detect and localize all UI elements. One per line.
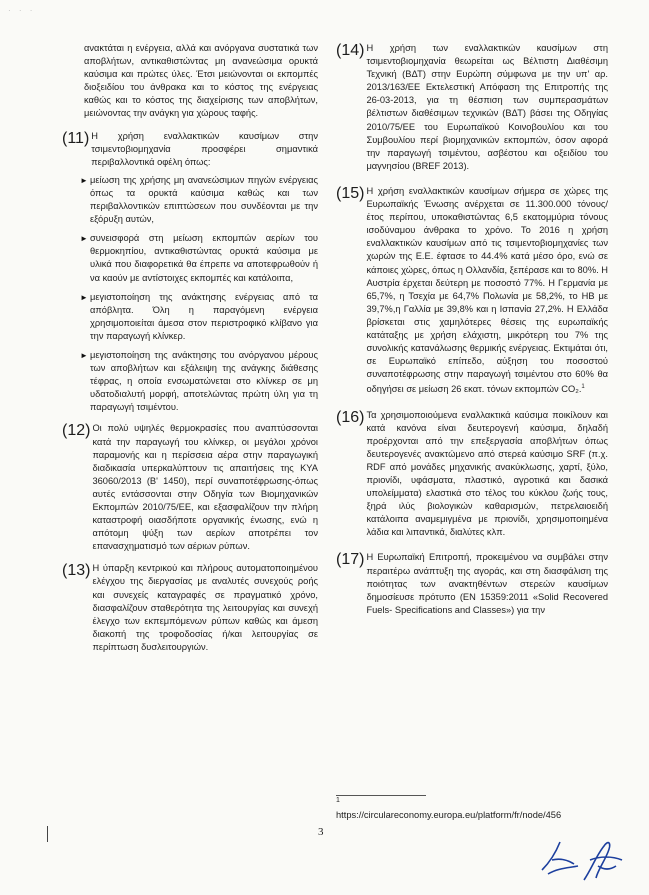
- signature-icon: [538, 830, 628, 885]
- paragraph-13: [62, 562, 318, 654]
- paragraph-text: Η χρήση εναλλακτικών καυσίμων στην τσιμεντοβιομηχανία προσφέρει σημαντικά περιβαλλοντικά οφέλη όπως:: [91, 130, 318, 167]
- paragraph-number: (14): [336, 42, 365, 59]
- paragraph-number: (13): [62, 562, 91, 580]
- paragraph-text: Οι πολύ υψηλές θερμοκρασίες που αναπτύσσονται κατά την παραγωγή του κλίνκερ, οι μεγάλοι χρόνοι παραμονής και η περίσσεια αέρα στην παραγωγική διαδικασία υπερκαλύπτουν τις απαιτήσεις της ΚΥΑ 36060/2013 (Β' 1450), περί συναποτέφρωσης-όπως αυτές εντάσσονται στην Οδηγία των Βιομηχανικών Εκπομπών 2010/75/ΕΕ, και εξασφαλίζουν την πλήρη καταστροφή οιασδήποτε οργανικής ένωσης, ενώ η απότομη ψύξη των αερίων αποτρέπει τον επανασχηματισμό των αέριων ρύπων.: [92, 423, 318, 552]
- paragraph-11: [62, 130, 318, 169]
- paragraph-number: (11): [62, 129, 90, 147]
- paragraph-text: Τα χρησιμοποιούμενα εναλλακτικά καύσιμα ποικίλουν και κατά κανόνα είναι δευτερογενή καύσιμα, δηλαδή προέρχονται από την επεξεργασία αποβλήτων όπως δευτερογενές ανακτώμενο από στερεά καύσιμο SRF (π.χ. RDF από μονάδες μηχανικής ανακύκλωσης, χαρτί, ξύλο, πριονίδι, υφάσματα, πλαστικό, αγροτικά και δασικά υπολείμματα) ελαστικά στο τέλος του κύκλου ζωής τους, ξηρά ιλύς βιολογικών καθαρισμών, πετρελαιοειδή κατάλοιπα αναμεμιγμένα με πριονίδι, χρησιμοποιημένα λάδια και λιπαντικά, διαλύτες κλπ.: [366, 409, 608, 538]
- list-item: ► συνεισφορά στη μείωση εκπομπών αερίων του θερμοκηπίου, αντικαθιστώντας ορυκτά καύσιμα με υλικά που διαφορετικά θα έπρεπε να αποτεφρωθούν ή να καούν με αντίστοιχες εκπομπές και κατάλοιπα,: [80, 233, 318, 283]
- paragraph-number: (16): [336, 408, 365, 426]
- arrow-bullet-icon: ►: [80, 234, 88, 244]
- paragraph-15: [336, 185, 608, 397]
- left-column: [62, 42, 318, 663]
- paragraph-12: [62, 422, 318, 553]
- paragraph-17: [336, 551, 608, 616]
- margin-mark: [47, 826, 48, 842]
- paragraph-number: (15): [336, 184, 365, 202]
- list-item: ► μείωση της χρήσης μη ανανεώσιμων πηγών ενέργειας όπως τα ορυκτά καύσιμα καθώς και των περιβαλλοντικών επιπτώσεων που συνδέονται με την εξόρυξη αυτών,: [80, 174, 318, 225]
- paragraph-text: Η χρήση των εναλλακτικών καυσίμων στη τσιμεντοβιομηχανία θεωρείται ως Βέλτιστη Διαθέσιμη Τεχνική (ΒΔΤ) στην Ευρώπη σύμφωνα με την υπ' αρ. 2013/163/ΕΕ Εκτελεστική Απόφαση της Επιτροπής της 26-03-2013, για τη θέσπιση των συμπερασμάτων βέλτιστων διαθέσιμων τεχνικών (ΒΔΤ) βάσει της Οδηγίας 2010/75/ΕΕ του Ευρωπαϊκού Κοινοβουλίου και του Συμβουλίου περί βιομηχανικών εκπομπών, όσον αφορά την παραγωγή τσιμέντου, ασβέστου και οξειδίου του μαγνησίου (BREF 2013).: [366, 43, 608, 171]
- paragraph-number: (12): [62, 422, 91, 440]
- paragraph-number: (17): [336, 551, 365, 569]
- arrow-bullet-icon: ►: [80, 175, 88, 185]
- footnote-link[interactable]: https://circulareconomy.europa.eu/platform/fr/node/456: [336, 810, 562, 820]
- footnote-ref: 1: [581, 384, 585, 391]
- arrow-bullet-icon: ►: [80, 292, 88, 302]
- benefits-list: [80, 174, 318, 415]
- footnote-number: 1: [336, 797, 340, 804]
- right-column: [336, 42, 608, 626]
- footnote-divider: [336, 795, 426, 796]
- arrow-bullet-icon: ►: [80, 350, 88, 360]
- paragraph-text: Η χρήση εναλλακτικών καυσίμων σήμερα σε χώρες της Ευρωπαϊκής Ένωσης ανέρχεται σε 11.300.000 τόνους/έτος περίπου, υποκαθιστώντας 6,5 εκατομμύρια τόνους ισοδύναμου άνθρακα το χρόνο. Το 2016 η χρήση εναλλακτικών καυσίμων από τις τσιμεντοβιομηχανίες των χωρών της Ε.Ε. έφτασε το 44.4% κατά μέσο όρο, ενώ σε κάποιες χώρες, όπως η Ολλανδία, ξεπέρασε και το 80%. Η Αυστρία έρχεται δεύτερη με ποσοστό 77%. Η Γερμανία με 65,7%, η Τσεχία με 64,7% Πολωνία με 58,2%, το ΗΒ με 39,7%,η Γαλλία με 39,8% και η Ισπανία 27,2%. Η Ελλάδα βρίσκεται στις χαμηλότερες θέσεις της ευρωπαϊκής κατάταξης με χρήση ελάχιστη, μικρότερη του 7% της συνολικής κατανάλωσης θερμικής ενέργειας. Εκτιμάται ότι, σε Ευρωπαϊκό επίπεδο, αύξηση του ποσοστού συναποτέφρωσης στην παραγωγή τσιμέντου στο 60% θα οδηγήσει σε μείωση 26 εκατ. τόνων εκπομπών CO₂.$^1$: [366, 185, 608, 395]
- paragraph-text: Η Ευρωπαϊκή Επιτροπή, προκειμένου να συμβάλει στην περαιτέρω ανάπτυξη της αγοράς, και στη διασφάλιση της ποιότητας των ανακτηθέντων στερεών καυσίμων δημοσίευσε πρότυπο (EN 15359:2011 «Solid Recovered Fuels- Specifications and Classes») για την: [366, 552, 608, 615]
- paragraph-16: [336, 409, 608, 540]
- list-item: ► μεγιστοποίηση της ανάκτησης του ανόργανου μέρους των αποβλήτων και εξάλειψη της ανάγκης διάθεσης τέφρας, η οποία ενσωματώνεται στο κλίνκερ σε μη υδατοδιαλυτή μορφή, αποτελώντας πρώτη ύλη για τη παραγωγή τσιμέντου.: [80, 349, 318, 413]
- page-number: 3: [318, 826, 324, 838]
- paragraph-14: [336, 42, 608, 173]
- list-item: ► μεγιστοποίηση της ανάκτησης ενέργειας από τα απόβλητα. Όλη η παραγόμενη ενέργεια χρησιμοποιείται άμεσα στον περιστροφικό κλίβανο για την παραγωγή κλίνκερ.: [80, 291, 318, 341]
- continued-paragraph: ανακτάται η ενέργεια, αλλά και ανόργανα συστατικά των αποβλήτων, αντικαθιστώντας μη ανανεώσιμα ορυκτά καύσιμα και πρώτες ύλες. Έτσι μειώνονται οι εκπομπές διοξειδίου του άνθρακα και το κόστος της ενέργειας καθώς και το κόστος της διαχείρισης των αποβλήτων, μειώνοντας την ανάγκη για χώρους ταφής.: [84, 43, 318, 119]
- paragraph-text: Η ύπαρξη κεντρικού και πλήρους αυτοματοποιημένου ελέγχου της διεργασίας με αναλυτές συνεχούς ροής και συνεχείς καταγραφές σε πραγματικό χρόνο, διασφαλίζουν σταθερότητα της λειτουργίας και συνεχή έλεγχο των εκπεμπόμενων ρύπων καθώς και άμεση διακοπή της τροφοδοσίας ή/και λειτουργίας σε περίπτωση δυσλειτουργιών.: [92, 563, 318, 652]
- scan-corner-marks: · · ·: [8, 6, 36, 15]
